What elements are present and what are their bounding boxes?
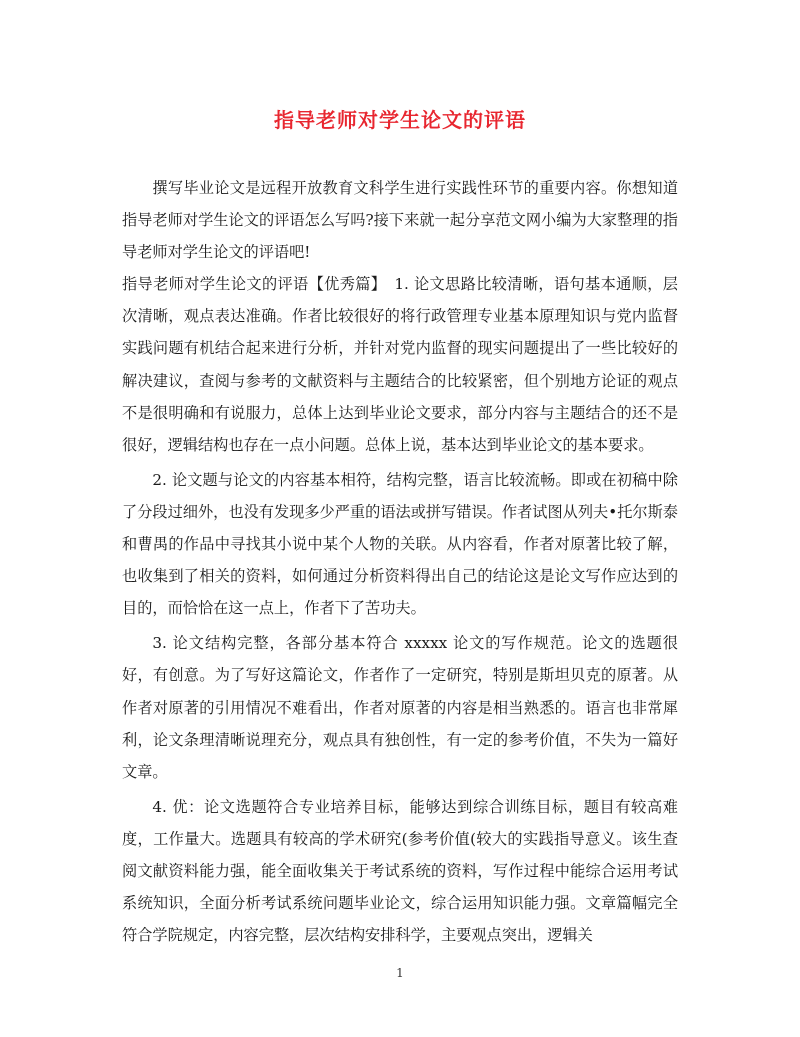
paragraph-2: 2. 论文题与论文的内容基本相符，结构完整，语言比较流畅。即或在初稿中除了分段过细外，也没有发现多少严重的语法或拼写错误。作者试图从列夫•托尔斯泰和曹禺的作品中寻找其小说中某个人物的关联。从内容看，作者对原著比较了解，也收集到了相关的资料，如何通过分析资料得出自己的结论这是论文写作应达到的目的，而恰恰在这一点上，作者下了苦功夫。	[122, 470, 678, 618]
document-title: 指导老师对学生论文的评语	[274, 108, 526, 132]
paragraph-3: 3. 论文结构完整，各部分基本符合 xxxxx 论文的写作规范。论文的选题很好，有创意。为了写好这篇论文，作者作了一定研究，特别是斯坦贝克的原著。从作者对原著的引用情况不难看出，作者对原著的内容是相当熟悉的。语言也非常犀利，论文条理清晰说理充分，观点具有独创性，有一定的参考价值，不失为一篇好文章。	[122, 634, 678, 781]
paragraph-4: 4. 优：论文选题符合专业培养目标，能够达到综合训练目标，题目有较高难度，工作量大。选题具有较高的学术研究(参考价值(较大的实践指导意义。该生查阅文献资料能力强，能全面收集关于考试系统的资料，写作过程中能综合运用考试系统知识，全面分析考试系统问题毕业论文，综合运用知识能力强。文章篇幅完全符合学院规定，内容完整，层次结构安排科学，主要观点突出，逻辑关	[122, 797, 678, 945]
paragraph-1-text: 1. 论文思路比较清晰，语句基本通顺，层次清晰，观点表达准确。作者比较很好的将行政管理专业基本原理知识与党内监督实践问题有机结合起来进行分析，并针对党内监督的现实问题提出了一些比较好的解决建议，查阅与参考的文献资料与主题结合的比较紧密，但个别地方论证的观点不是很明确和有说服力，总体上达到毕业论文要求，部分内容与主题结合的还不是很好，逻辑结构也存在一点小问题。总体上说，基本达到毕业论文的基本要求。	[122, 275, 678, 454]
section-heading: 指导老师对学生论文的评语【优秀篇】	[122, 275, 379, 294]
paragraph-1	[122, 268, 678, 461]
intro-paragraph: 撰写毕业论文是远程开放教育文科学生进行实践性环节的重要内容。你想知道指导老师对学生论文的评语怎么写吗?接下来就一起分享范文网小编为大家整理的指导老师对学生论文的评语吧!	[122, 179, 678, 262]
document-body	[122, 172, 678, 951]
page-number: 1	[396, 966, 404, 980]
